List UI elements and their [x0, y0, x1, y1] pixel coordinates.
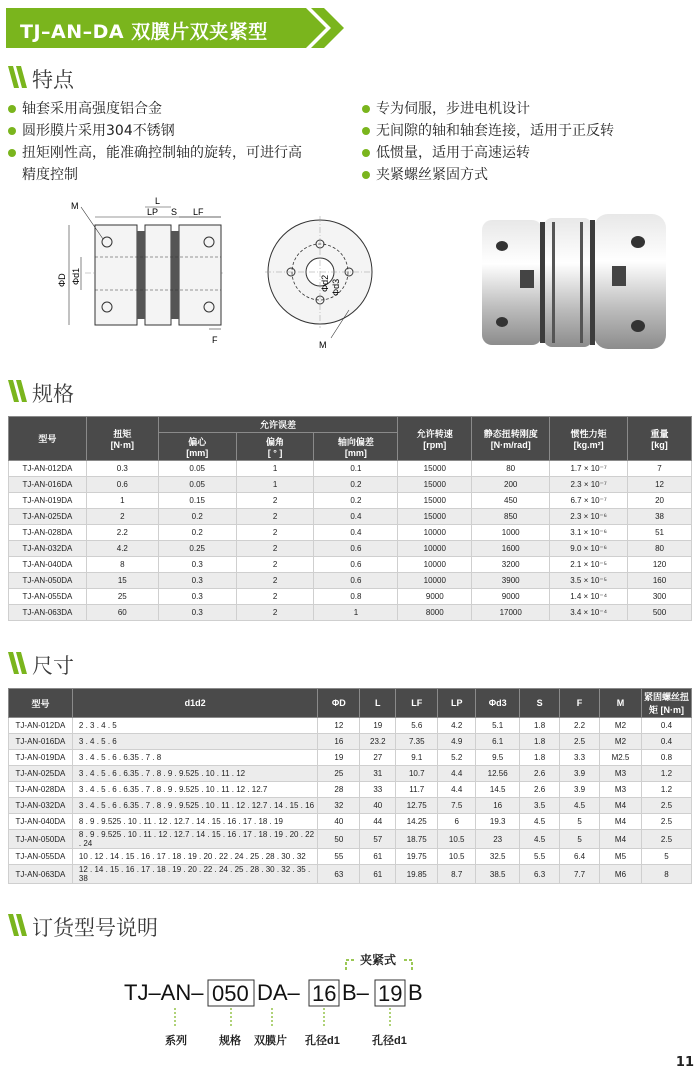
- table-row: [9, 830, 692, 849]
- table-cell: 0.6: [314, 541, 398, 557]
- table-row: [9, 734, 692, 750]
- feature-item: 无间隙的轴和轴套连接，适用于正反转: [362, 120, 692, 142]
- table-cell: 0.2: [314, 493, 398, 509]
- table-cell: 55: [318, 849, 360, 865]
- table-cell: 38: [628, 509, 692, 525]
- table-row: [9, 798, 692, 814]
- table-cell: 0.2: [158, 509, 236, 525]
- code-part-size: 050: [212, 981, 249, 1006]
- table-cell: 5.5: [520, 849, 560, 865]
- table-cell: 7: [628, 461, 692, 477]
- table-cell: 10000: [398, 557, 472, 573]
- table-cell: 12.75: [396, 798, 438, 814]
- section-title: 订货型号说明: [32, 916, 158, 940]
- table-cell: 19.3: [476, 814, 520, 830]
- section-ordering: [8, 912, 248, 942]
- table-cell: TJ-AN-040DA: [9, 814, 73, 830]
- dim-label-lp: LP: [147, 207, 159, 217]
- table-cell: 16: [318, 734, 360, 750]
- table-cell: 7.5: [438, 798, 476, 814]
- table-cell: 5.1: [476, 718, 520, 734]
- table-cell: 3 . 4 . 5 . 6 . 6.35 . 7 . 8 . 9 . 9.525 . 10 . 11 . 12 . 12.7: [72, 782, 317, 798]
- table-cell: 44: [360, 814, 396, 830]
- table-cell: 80: [628, 541, 692, 557]
- table-cell: 15000: [398, 509, 472, 525]
- table-cell: 1.8: [520, 734, 560, 750]
- table-cell: 0.05: [158, 477, 236, 493]
- table-row: [9, 849, 692, 865]
- table-cell: 1.4 × 10⁻⁴: [550, 589, 628, 605]
- table-cell: 4.9: [438, 734, 476, 750]
- table-cell: M2: [600, 718, 642, 734]
- table-cell: 0.2: [158, 525, 236, 541]
- col-header: 型号: [9, 689, 73, 718]
- table-cell: 0.05: [158, 461, 236, 477]
- table-cell: 0.3: [158, 589, 236, 605]
- table-cell: 2 . 3 . 4 . 5: [72, 718, 317, 734]
- table-cell: TJ-AN-012DA: [9, 718, 73, 734]
- dim-label-lf: LF: [193, 207, 204, 217]
- table-cell: M5: [600, 849, 642, 865]
- table-cell: 2.6: [520, 782, 560, 798]
- table-cell: 6.7 × 10⁻⁷: [550, 493, 628, 509]
- caption-size: 规格: [219, 1035, 241, 1047]
- table-row: [9, 782, 692, 798]
- table-cell: TJ-AN-055DA: [9, 589, 87, 605]
- table-cell: 0.3: [158, 557, 236, 573]
- dim-label-s: S: [171, 207, 178, 217]
- table-cell: 23: [476, 830, 520, 849]
- table-row: [9, 605, 692, 621]
- table-cell: TJ-AN-019DA: [9, 493, 87, 509]
- col-header: S: [520, 689, 560, 718]
- table-cell: 10 . 12 . 14 . 15 . 16 . 17 . 18 . 19 . 20 . 22 . 24 . 25 . 28 . 30 . 32: [72, 849, 317, 865]
- table-cell: 23.2: [360, 734, 396, 750]
- table-row: [9, 477, 692, 493]
- side-view-drawing: [55, 195, 235, 355]
- table-cell: 19.85: [396, 865, 438, 884]
- table-cell: 57: [360, 830, 396, 849]
- col-header: 紧固螺丝扭矩 [N·m]: [641, 689, 691, 718]
- table-cell: 2: [236, 557, 314, 573]
- table-cell: TJ-AN-025DA: [9, 766, 73, 782]
- feature-item: 轴套采用高强度铝合金: [8, 98, 358, 120]
- table-cell: 60: [86, 605, 158, 621]
- col-header: L: [360, 689, 396, 718]
- table-cell: 9000: [472, 589, 550, 605]
- col-header: 允许转速 [rpm]: [398, 417, 472, 461]
- table-cell: 8 . 9 . 9.525 . 10 . 11 . 12 . 12.7 . 14 . 15 . 16 . 17 . 18 . 19: [72, 814, 317, 830]
- table-cell: TJ-AN-012DA: [9, 461, 87, 477]
- table-cell: 0.6: [314, 573, 398, 589]
- table-cell: 63: [318, 865, 360, 884]
- col-header: Φd3: [476, 689, 520, 718]
- table-cell: 9000: [398, 589, 472, 605]
- table-cell: 3.1 × 10⁻⁶: [550, 525, 628, 541]
- table-cell: TJ-AN-028DA: [9, 525, 87, 541]
- dim-label-f: F: [212, 335, 218, 345]
- table-cell: 1: [86, 493, 158, 509]
- col-header: 偏心 [mm]: [158, 433, 236, 461]
- col-header: 偏角 [ ° ]: [236, 433, 314, 461]
- spec-table: [8, 416, 692, 621]
- section-title: 特点: [32, 68, 74, 92]
- table-cell: 2.5: [560, 734, 600, 750]
- col-header-group: 允许误差: [158, 417, 398, 433]
- page-number: 11: [675, 1055, 694, 1070]
- table-cell: 61: [360, 865, 396, 884]
- section-marker-icon: [8, 380, 28, 402]
- table-cell: 4.4: [438, 766, 476, 782]
- section-features: [8, 64, 208, 94]
- table-cell: 1600: [472, 541, 550, 557]
- section-title: 尺寸: [32, 654, 74, 678]
- table-cell: 1.8: [520, 718, 560, 734]
- table-row: [9, 525, 692, 541]
- table-cell: 4.5: [520, 814, 560, 830]
- table-cell: M4: [600, 830, 642, 849]
- clamp-label: 夹紧式: [360, 953, 397, 967]
- table-cell: 0.15: [158, 493, 236, 509]
- feature-item: 低惯量，适用于高速运转: [362, 142, 692, 164]
- table-cell: 1: [236, 477, 314, 493]
- table-cell: 200: [472, 477, 550, 493]
- col-header: F: [560, 689, 600, 718]
- table-cell: 850: [472, 509, 550, 525]
- table-cell: 0.4: [314, 509, 398, 525]
- table-cell: 10.5: [438, 830, 476, 849]
- table-cell: 6.3: [520, 865, 560, 884]
- table-cell: 1000: [472, 525, 550, 541]
- code-part-clamp2: B: [408, 980, 423, 1005]
- code-part-series: TJ–AN–: [124, 980, 204, 1005]
- table-cell: TJ-AN-025DA: [9, 509, 87, 525]
- table-cell: 3.4 × 10⁻⁴: [550, 605, 628, 621]
- table-cell: 1.2: [641, 782, 691, 798]
- table-row: [9, 573, 692, 589]
- table-cell: TJ-AN-016DA: [9, 477, 87, 493]
- section-dimensions: [8, 650, 208, 680]
- table-cell: 3.5 × 10⁻⁵: [550, 573, 628, 589]
- table-cell: 12.56: [476, 766, 520, 782]
- table-cell: 3900: [472, 573, 550, 589]
- table-cell: 2.5: [641, 830, 691, 849]
- table-cell: 3.9: [560, 766, 600, 782]
- table-cell: 3 . 4 . 5 . 6 . 6.35 . 7 . 8 . 9 . 9.525 . 10 . 11 . 12: [72, 766, 317, 782]
- table-cell: 7.35: [396, 734, 438, 750]
- section-specs: [8, 378, 208, 408]
- table-cell: 61: [360, 849, 396, 865]
- section-marker-icon: [8, 66, 28, 88]
- col-header: 轴向偏差 [mm]: [314, 433, 398, 461]
- table-cell: 0.6: [86, 477, 158, 493]
- table-cell: M2.5: [600, 750, 642, 766]
- table-cell: TJ-AN-032DA: [9, 541, 87, 557]
- col-header: LF: [396, 689, 438, 718]
- table-cell: 10000: [398, 541, 472, 557]
- table-cell: 50: [318, 830, 360, 849]
- col-header: 扭矩 [N·m]: [86, 417, 158, 461]
- table-cell: 10.7: [396, 766, 438, 782]
- caption-bore2: 孔径d1: [372, 1035, 407, 1047]
- table-cell: 120: [628, 557, 692, 573]
- col-header: LP: [438, 689, 476, 718]
- table-cell: 12: [318, 718, 360, 734]
- table-cell: 4.2: [438, 718, 476, 734]
- table-cell: 2: [236, 493, 314, 509]
- table-cell: 450: [472, 493, 550, 509]
- dim-label-phi-d: ΦD: [57, 273, 67, 287]
- table-cell: 15000: [398, 477, 472, 493]
- table-cell: 0.8: [641, 750, 691, 766]
- table-cell: 3.3: [560, 750, 600, 766]
- table-cell: 14.5: [476, 782, 520, 798]
- table-cell: 500: [628, 605, 692, 621]
- feature-list-right: [362, 98, 692, 186]
- table-row: [9, 766, 692, 782]
- table-cell: 9.1: [396, 750, 438, 766]
- table-row: [9, 541, 692, 557]
- col-header: 静态扭转刚度 [N·m/rad]: [472, 417, 550, 461]
- table-cell: 0.1: [314, 461, 398, 477]
- table-cell: 1.8: [520, 750, 560, 766]
- table-cell: 25: [86, 589, 158, 605]
- table-cell: 2.3 × 10⁻⁷: [550, 477, 628, 493]
- table-cell: 2.5: [641, 798, 691, 814]
- table-cell: TJ-AN-032DA: [9, 798, 73, 814]
- table-cell: 2.1 × 10⁻⁵: [550, 557, 628, 573]
- table-cell: TJ-AN-028DA: [9, 782, 73, 798]
- table-cell: 2: [236, 573, 314, 589]
- dim-label-m-top: M: [71, 201, 79, 211]
- table-cell: 5: [641, 849, 691, 865]
- table-cell: 2: [236, 509, 314, 525]
- table-cell: 12: [628, 477, 692, 493]
- dim-label-m-right: M: [319, 340, 327, 350]
- table-cell: 10.5: [438, 849, 476, 865]
- table-cell: 3200: [472, 557, 550, 573]
- table-cell: 12 . 14 . 15 . 16 . 17 . 18 . 19 . 20 . 22 . 24 . 25 . 28 . 30 . 32 . 35 . 38: [72, 865, 317, 884]
- table-cell: 3.9: [560, 782, 600, 798]
- table-cell: 10000: [398, 573, 472, 589]
- feature-item: 精度控制: [22, 167, 78, 183]
- dim-label-phi-d3: Φd3: [331, 278, 341, 296]
- table-cell: 2.2: [560, 718, 600, 734]
- dim-label-phi-d2: Φd2: [320, 274, 330, 292]
- table-cell: TJ-AN-050DA: [9, 830, 73, 849]
- table-row: [9, 750, 692, 766]
- table-cell: 160: [628, 573, 692, 589]
- table-cell: 28: [318, 782, 360, 798]
- table-cell: 0.4: [641, 718, 691, 734]
- table-cell: 2: [236, 589, 314, 605]
- table-cell: 2.6: [520, 766, 560, 782]
- col-header: d1d2: [72, 689, 317, 718]
- code-part-type: DA–: [257, 980, 300, 1005]
- front-view-drawing: [265, 200, 375, 350]
- table-row: [9, 509, 692, 525]
- table-cell: 17000: [472, 605, 550, 621]
- table-cell: TJ-AN-050DA: [9, 573, 87, 589]
- table-cell: M4: [600, 814, 642, 830]
- table-cell: 4.5: [560, 798, 600, 814]
- table-cell: 0.6: [314, 557, 398, 573]
- table-cell: 14.25: [396, 814, 438, 830]
- col-header: M: [600, 689, 642, 718]
- title-banner: [6, 8, 346, 48]
- code-part-bore2: 19: [378, 981, 403, 1006]
- code-part-clamp1: B–: [342, 980, 369, 1005]
- code-part-bore1: 16: [312, 981, 337, 1006]
- table-cell: M3: [600, 782, 642, 798]
- table-cell: 6.4: [560, 849, 600, 865]
- table-cell: 300: [628, 589, 692, 605]
- table-row: [9, 718, 692, 734]
- table-cell: 5: [560, 814, 600, 830]
- table-cell: 0.3: [158, 573, 236, 589]
- table-cell: 8 . 9 . 9.525 . 10 . 11 . 12 . 12.7 . 14 . 15 . 16 . 17 . 18 . 19 . 20 . 22 . 24: [72, 830, 317, 849]
- feature-item: 夹紧螺丝紧固方式: [362, 164, 692, 186]
- table-cell: 15000: [398, 461, 472, 477]
- table-cell: 7.7: [560, 865, 600, 884]
- table-cell: 31: [360, 766, 396, 782]
- table-cell: M6: [600, 865, 642, 884]
- table-cell: 2: [86, 509, 158, 525]
- table-cell: 2: [236, 525, 314, 541]
- table-cell: 33: [360, 782, 396, 798]
- table-cell: 27: [360, 750, 396, 766]
- table-cell: 5.2: [438, 750, 476, 766]
- table-cell: TJ-AN-055DA: [9, 849, 73, 865]
- table-cell: 1: [236, 461, 314, 477]
- table-cell: M4: [600, 798, 642, 814]
- table-cell: 0.3: [86, 461, 158, 477]
- table-cell: 32: [318, 798, 360, 814]
- table-cell: 8: [86, 557, 158, 573]
- table-row: [9, 814, 692, 830]
- table-cell: 3 . 4 . 5 . 6 . 6.35 . 7 . 8: [72, 750, 317, 766]
- section-title: 规格: [32, 382, 74, 406]
- order-code-diagram: [0, 940, 700, 1050]
- table-cell: 8.7: [438, 865, 476, 884]
- table-cell: M3: [600, 766, 642, 782]
- caption-series: 系列: [165, 1035, 187, 1047]
- table-cell: 20: [628, 493, 692, 509]
- table-cell: 0.8: [314, 589, 398, 605]
- col-header: 惯性力矩 [kg.m²]: [550, 417, 628, 461]
- table-cell: 5.6: [396, 718, 438, 734]
- table-row: [9, 557, 692, 573]
- table-cell: 18.75: [396, 830, 438, 849]
- table-cell: 8: [641, 865, 691, 884]
- table-cell: 16: [476, 798, 520, 814]
- table-cell: TJ-AN-063DA: [9, 605, 87, 621]
- col-header: 型号: [9, 417, 87, 461]
- dim-label-l: L: [155, 196, 161, 206]
- table-cell: 1.2: [641, 766, 691, 782]
- section-marker-icon: [8, 652, 28, 674]
- table-cell: 32.5: [476, 849, 520, 865]
- table-cell: 19.75: [396, 849, 438, 865]
- caption-bore1: 孔径d1: [305, 1035, 340, 1047]
- col-header: ΦD: [318, 689, 360, 718]
- table-cell: 9.0 × 10⁻⁶: [550, 541, 628, 557]
- table-cell: 4.5: [520, 830, 560, 849]
- feature-item: 扭矩刚性高，能准确控制轴的旋转，可进行高: [8, 142, 358, 164]
- table-cell: 3 . 4 . 5 . 6: [72, 734, 317, 750]
- table-cell: 40: [360, 798, 396, 814]
- table-cell: 15000: [398, 493, 472, 509]
- product-photo: [462, 200, 682, 360]
- table-cell: 40: [318, 814, 360, 830]
- table-cell: 19: [360, 718, 396, 734]
- table-cell: 1: [314, 605, 398, 621]
- table-row: [9, 493, 692, 509]
- table-cell: 4.2: [86, 541, 158, 557]
- feature-item: 圆形膜片采用304不锈钢: [8, 120, 358, 142]
- table-cell: 38.5: [476, 865, 520, 884]
- table-cell: 4.4: [438, 782, 476, 798]
- feature-list-left: [8, 98, 358, 186]
- table-cell: TJ-AN-040DA: [9, 557, 87, 573]
- table-row: [9, 589, 692, 605]
- table-cell: TJ-AN-063DA: [9, 865, 73, 884]
- table-cell: 3.5: [520, 798, 560, 814]
- table-cell: 15: [86, 573, 158, 589]
- caption-type: 双膜片: [254, 1035, 287, 1047]
- page-title: TJ–AN–DA 双膜片双夹紧型: [20, 21, 268, 43]
- col-header: 重量 [kg]: [628, 417, 692, 461]
- table-cell: 0.3: [158, 605, 236, 621]
- table-cell: 3 . 4 . 5 . 6 . 6.35 . 7 . 8 . 9 . 9.525 . 10 . 11 . 12 . 12.7 . 14 . 15 . 16: [72, 798, 317, 814]
- table-cell: 2.3 × 10⁻⁶: [550, 509, 628, 525]
- table-cell: 5: [560, 830, 600, 849]
- table-cell: TJ-AN-016DA: [9, 734, 73, 750]
- table-row: [9, 461, 692, 477]
- table-row: [9, 865, 692, 884]
- table-cell: 6: [438, 814, 476, 830]
- table-cell: 0.2: [314, 477, 398, 493]
- table-cell: 0.25: [158, 541, 236, 557]
- table-cell: 10000: [398, 525, 472, 541]
- table-cell: 19: [318, 750, 360, 766]
- dimension-table: [8, 688, 692, 884]
- table-cell: 9.5: [476, 750, 520, 766]
- table-cell: 51: [628, 525, 692, 541]
- table-cell: M2: [600, 734, 642, 750]
- table-cell: 25: [318, 766, 360, 782]
- table-cell: 2.5: [641, 814, 691, 830]
- table-cell: TJ-AN-019DA: [9, 750, 73, 766]
- table-cell: 2: [236, 605, 314, 621]
- table-cell: 0.4: [314, 525, 398, 541]
- table-cell: 2.2: [86, 525, 158, 541]
- table-cell: 8000: [398, 605, 472, 621]
- section-marker-icon: [8, 914, 28, 936]
- table-cell: 2: [236, 541, 314, 557]
- table-cell: 0.4: [641, 734, 691, 750]
- table-cell: 6.1: [476, 734, 520, 750]
- table-cell: 11.7: [396, 782, 438, 798]
- feature-item: 专为伺服，步进电机设计: [362, 98, 692, 120]
- dim-label-phi-d1: Φd1: [71, 267, 81, 285]
- table-cell: 80: [472, 461, 550, 477]
- table-cell: 1.7 × 10⁻⁷: [550, 461, 628, 477]
